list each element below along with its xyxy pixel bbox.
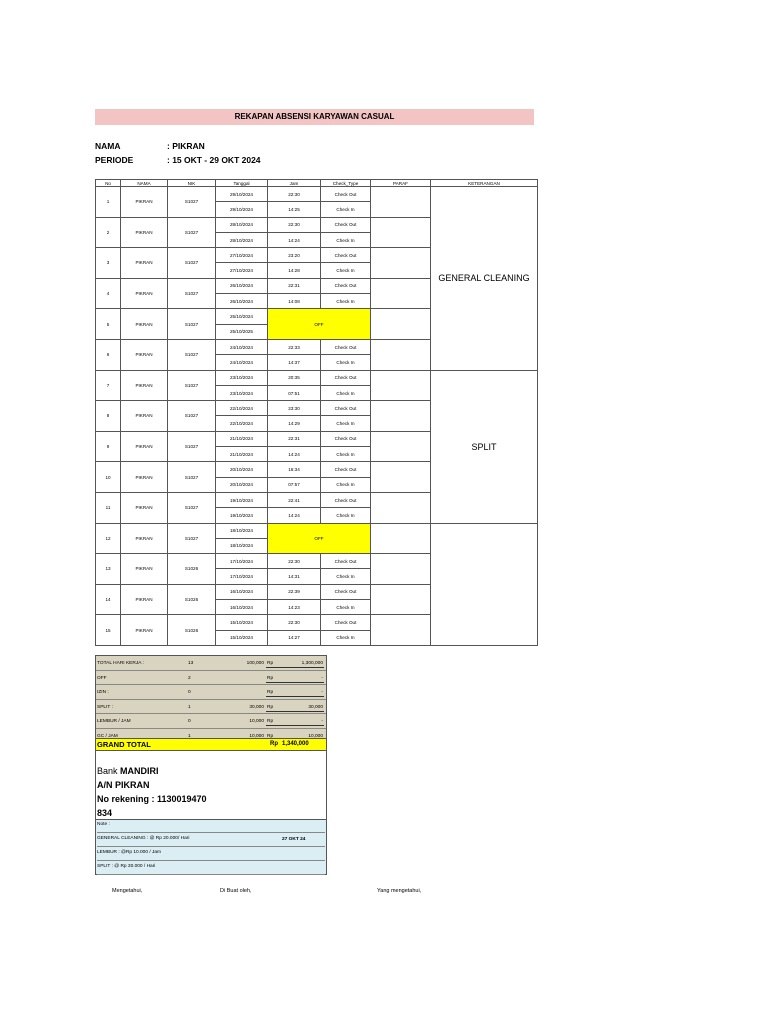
summary-row [96,714,326,729]
summary-qty: 0 [188,719,191,724]
notes-header: Note : [97,822,325,833]
table-row [96,523,538,538]
record-tanggal: 21/10/2024 [216,447,268,462]
record-jam: 14:27 [268,630,321,645]
record-check-type: Check In [321,416,371,431]
summary-rate: 10,000 [249,719,264,724]
record-no: 9 [96,431,121,462]
grand-total-label: GRAND TOTAL [97,740,151,749]
record-nik: S1027 [168,187,216,218]
record-tanggal: 17/10/2024 [216,554,268,569]
record-check-type: Check Out [321,248,371,263]
record-no: 11 [96,492,121,523]
summary-currency: Rp [267,675,274,681]
keterangan-cell [431,523,538,645]
record-nik: S1026 [168,554,216,585]
record-jam: 16:34 [268,462,321,477]
signature-approved-by: Yang mengetahui, [377,888,422,894]
record-tanggal: 20/10/2024 [216,462,268,477]
record-no: 5 [96,309,121,340]
record-check-type: Check Out [321,615,371,630]
record-nama: PIKRAN [121,554,168,585]
record-nama: PIKRAN [121,401,168,432]
summary-rate: 10,000 [249,733,264,739]
record-nama: PIKRAN [121,584,168,615]
record-nik: S1027 [168,339,216,370]
record-nama: PIKRAN [121,187,168,218]
record-check-type: Check In [321,630,371,645]
grand-total-amount: 1,340,000 [282,741,309,747]
bank-name: MANDIRI [120,766,159,776]
record-tanggal: 24/10/2024 [216,339,268,354]
notes-box [95,819,327,875]
record-tanggal: 16/10/2024 [216,584,268,599]
record-paraf [371,523,431,554]
record-jam: 14:23 [268,600,321,615]
summary-row [96,656,326,671]
record-nik: S1027 [168,462,216,493]
record-tanggal: 23/10/2024 [216,385,268,400]
salary-summary [95,655,327,744]
record-no: 7 [96,370,121,401]
record-jam: 23:30 [268,401,321,416]
record-check-type: Check In [321,477,371,492]
record-no: 15 [96,615,121,646]
record-no: 10 [96,462,121,493]
table-row [96,370,538,385]
record-tanggal: 22/10/2024 [216,401,268,416]
record-tanggal: 15/10/2024 [216,615,268,630]
summary-qty: 1 [188,704,191,710]
column-header: Check_Type [321,180,371,187]
record-jam: 14:37 [268,355,321,370]
record-jam: 22:31 [268,278,321,293]
summary-label: IZIN : [97,690,109,695]
bank-name-line [97,766,159,776]
summary-label: TOTAL HARI KERJA : [97,661,144,666]
record-paraf [371,217,431,248]
record-paraf [371,339,431,370]
note-item: GENERAL CLEANING : @ Rp 20.000/ Hari [97,836,325,847]
off-cell: OFF [268,523,371,554]
record-jam: 14:24 [268,447,321,462]
note-date: 27 OKT 24 [282,837,306,842]
record-jam: 22:30 [268,217,321,232]
record-check-type: Check Out [321,554,371,569]
record-tanggal: 19/10/2024 [216,508,268,523]
summary-row [96,700,326,715]
record-no: 3 [96,248,121,279]
summary-underline [266,667,324,668]
record-jam: 14:08 [268,294,321,309]
record-jam: 14:24 [268,508,321,523]
summary-currency: Rp [267,704,274,710]
record-check-type: Check In [321,569,371,584]
record-jam: 14:25 [268,202,321,217]
periode-label: PERIODE [95,155,134,165]
table-row [96,187,538,202]
record-nama: PIKRAN [121,217,168,248]
record-nik: S1027 [168,523,216,554]
note-item: LEMBUR : @Rp 10.000 / Jam [97,850,325,861]
record-check-type: Check Out [321,584,371,599]
record-tanggal: 18/10/2024 [216,523,268,538]
record-check-type: Check Out [321,401,371,416]
record-paraf [371,431,431,462]
record-check-type: Check Out [321,187,371,202]
summary-qty: 2 [188,675,191,681]
summary-qty: 13 [188,661,194,666]
record-jam: 07:57 [268,477,321,492]
column-header: Jam [268,180,321,187]
record-jam: 22:31 [268,431,321,446]
record-tanggal: 26/10/2024 [216,278,268,293]
record-nik: S1027 [168,431,216,462]
summary-rate: 100,000 [246,661,264,666]
record-jam: 22:30 [268,554,321,569]
record-check-type: Check In [321,508,371,523]
record-tanggal: 29/10/2024 [216,202,268,217]
column-header: KETERANGAN [431,180,538,187]
summary-label: SPLIT : [97,704,113,710]
record-check-type: Check Out [321,370,371,385]
bank-info [95,750,327,820]
record-paraf [371,462,431,493]
record-jam: 14:31 [268,569,321,584]
summary-underline [266,682,324,683]
record-nama: PIKRAN [121,370,168,401]
record-paraf [371,492,431,523]
table-header-row [96,180,538,187]
summary-currency: Rp [267,719,274,724]
record-nik: S1026 [168,584,216,615]
record-tanggal: 25/10/2024 [216,309,268,324]
periode-value: : 15 OKT - 29 OKT 2024 [167,155,261,165]
record-nik: S1027 [168,370,216,401]
summary-underline [266,725,324,726]
signature-made-by: Di Buat oleh, [220,888,252,894]
column-header: NIK [168,180,216,187]
record-tanggal: 24/10/2024 [216,355,268,370]
column-header: NAMA [121,180,168,187]
record-jam: 22:39 [268,584,321,599]
record-jam: 14:28 [268,263,321,278]
record-jam: 14:24 [268,232,321,247]
record-paraf [371,248,431,279]
record-check-type: Check In [321,385,371,400]
record-tanggal: 23/10/2024 [216,370,268,385]
summary-amount: - [321,719,323,724]
record-nama: PIKRAN [121,492,168,523]
summary-amount: - [321,675,323,681]
record-tanggal: 29/10/2024 [216,187,268,202]
record-tanggal: 16/10/2024 [216,600,268,615]
record-nama: PIKRAN [121,248,168,279]
record-tanggal: 21/10/2024 [216,431,268,446]
record-nama: PIKRAN [121,523,168,554]
record-tanggal: 25/10/2025 [216,324,268,339]
account-holder: A/N PIKRAN [97,780,150,790]
record-tanggal: 15/10/2024 [216,630,268,645]
summary-qty: 1 [188,733,191,739]
nama-value: : PIKRAN [167,141,205,151]
record-check-type: Check In [321,294,371,309]
record-paraf [371,554,431,585]
column-header: No [96,180,121,187]
record-nik: S1027 [168,248,216,279]
record-tanggal: 18/10/2024 [216,538,268,553]
record-nik: S1027 [168,401,216,432]
record-no: 2 [96,217,121,248]
record-check-type: Check Out [321,278,371,293]
keterangan-cell: SPLIT [431,370,538,523]
summary-underline [266,696,324,697]
record-nama: PIKRAN [121,615,168,646]
column-header: Tanggal [216,180,268,187]
summary-row [96,671,326,686]
record-no: 4 [96,278,121,309]
account-number: No rekening : 1130019470 [97,794,207,804]
record-check-type: Check Out [321,492,371,507]
record-paraf [371,615,431,646]
off-cell: OFF [268,309,371,340]
summary-rate: 30,000 [249,704,264,710]
keterangan-cell: GENERAL CLEANING [431,187,538,371]
record-nama: PIKRAN [121,462,168,493]
record-tanggal: 28/10/2024 [216,217,268,232]
record-jam: 22:41 [268,492,321,507]
record-no: 1 [96,187,121,218]
record-nama: PIKRAN [121,278,168,309]
record-check-type: Check In [321,232,371,247]
record-tanggal: 22/10/2024 [216,416,268,431]
bank-word: Bank [97,766,121,776]
record-jam: 22:30 [268,615,321,630]
record-paraf [371,187,431,218]
record-tanggal: 20/10/2024 [216,477,268,492]
record-nama: PIKRAN [121,339,168,370]
record-paraf [371,370,431,401]
summary-amount: 1,300,000 [301,661,323,666]
summary-label: OFF [97,675,107,681]
record-check-type: Check In [321,447,371,462]
summary-currency: Rp [267,690,274,695]
record-jam: 07:51 [268,385,321,400]
record-no: 12 [96,523,121,554]
summary-underline [266,711,324,712]
summary-currency: Rp [267,661,274,666]
record-nik: S1027 [168,492,216,523]
record-paraf [371,401,431,432]
record-nik: S1026 [168,615,216,646]
record-nik: S1027 [168,217,216,248]
record-check-type: Check In [321,202,371,217]
record-tanggal: 27/10/2024 [216,248,268,263]
record-no: 8 [96,401,121,432]
record-tanggal: 17/10/2024 [216,569,268,584]
record-check-type: Check Out [321,339,371,354]
record-no: 6 [96,339,121,370]
summary-row [96,685,326,700]
summary-amount: - [321,690,323,695]
record-paraf [371,309,431,340]
record-nama: PIKRAN [121,431,168,462]
record-paraf [371,278,431,309]
record-tanggal: 26/10/2024 [216,294,268,309]
record-check-type: Check Out [321,431,371,446]
record-jam: 20:35 [268,370,321,385]
signature-known-by: Mengetahui, [112,888,143,894]
record-jam: 22:33 [268,339,321,354]
summary-amount: 10,000 [308,733,323,739]
record-tanggal: 27/10/2024 [216,263,268,278]
record-no: 14 [96,584,121,615]
summary-label: LEMBUR / JAM [97,719,131,724]
record-check-type: Check Out [321,462,371,477]
record-check-type: Check In [321,600,371,615]
summary-qty: 0 [188,690,191,695]
record-tanggal: 19/10/2024 [216,492,268,507]
record-nik: S1027 [168,278,216,309]
record-check-type: Check In [321,355,371,370]
record-nik: S1027 [168,309,216,340]
summary-label: GC / JAM [97,733,118,739]
record-nama: PIKRAN [121,309,168,340]
column-header: PARAF [371,180,431,187]
attendance-table [95,179,538,646]
record-check-type: Check Out [321,217,371,232]
record-jam: 23:20 [268,248,321,263]
note-item: SPLIT : @ Rp 30.000 / Hari [97,864,325,875]
nama-label: NAMA [95,141,121,151]
record-check-type: Check In [321,263,371,278]
record-tanggal: 28/10/2024 [216,232,268,247]
grand-total-currency: Rp [270,741,278,747]
record-jam: 14:29 [268,416,321,431]
record-paraf [371,584,431,615]
record-jam: 22:30 [268,187,321,202]
summary-currency: Rp [267,733,274,739]
account-number-suffix: 834 [97,808,113,818]
report-title: REKAPAN ABSENSI KARYAWAN CASUAL [95,109,534,125]
record-no: 13 [96,554,121,585]
summary-amount: 30,000 [308,704,323,710]
